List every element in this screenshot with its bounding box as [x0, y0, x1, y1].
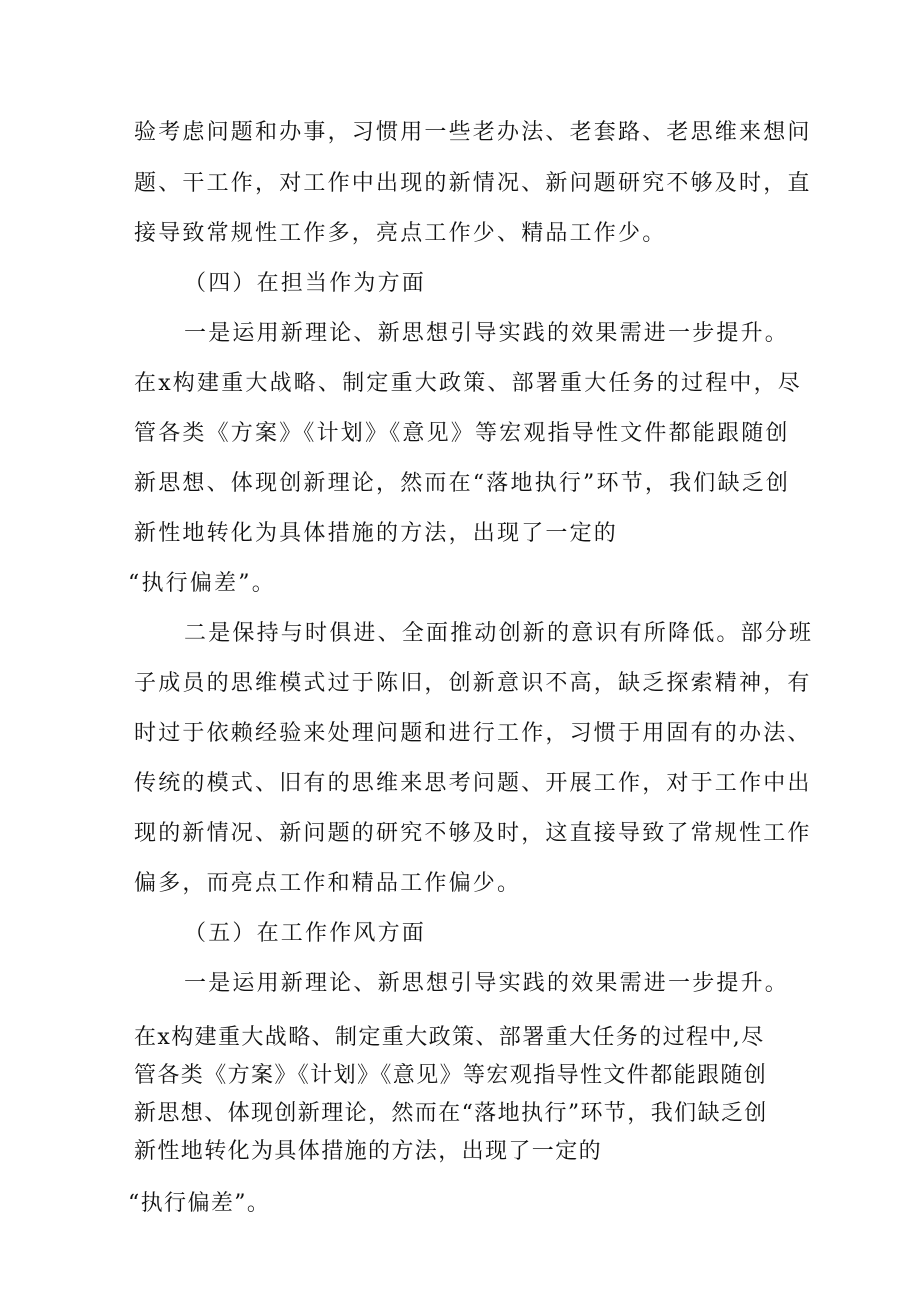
body-text-line: 传统的模式、旧有的思维来思考问题、开展工作，对于工作中出 — [134, 771, 812, 796]
section-heading-four: （四）在担当作为方面 — [184, 271, 427, 296]
body-text-line: 管各类《方案》《计划》《意见》等宏观指导性文件都能跟随创 — [134, 1063, 768, 1088]
body-text-line: “执行偏差”。 — [128, 1191, 271, 1216]
section-heading-five: （五）在工作作风方面 — [184, 921, 427, 946]
body-text-line: 在x构建重大战略、制定重大政策、部署重大任务的过程中，尽 — [134, 371, 803, 396]
body-text-line: “执行偏差”。 — [128, 571, 276, 596]
body-text-line: 接导致常规性工作多，亮点工作少、精品工作少。 — [134, 221, 667, 246]
body-text-line: 时过于依赖经验来处理问题和进行工作，习惯于用固有的办法、 — [134, 721, 812, 746]
paragraph-first-line: 一是运用新理论、新思想引导实践的效果需进一步提升。 — [184, 321, 790, 346]
body-text-line: 子成员的思维模式过于陈旧，创新意识不高，缺乏探索精神，有 — [134, 671, 812, 696]
paragraph-first-line: 一是运用新理论、新思想引导实践的效果需进一步提升。 — [184, 971, 790, 996]
paragraph-first-line: 二是保持与时俱进、全面推动创新的意识有所降低。部分班 — [184, 621, 814, 646]
body-text-line: 新思想、体现创新理论，然而在“落地执行”环节，我们缺乏创 — [134, 1101, 768, 1126]
body-text-line: 新思想、体现创新理论，然而在“落地执行”环节，我们缺乏创 — [134, 471, 791, 496]
body-text-line: 新性地转化为具体措施的方法，出现了一定的 — [134, 1139, 603, 1164]
body-text-line: 偏多，而亮点工作和精品工作偏少。 — [134, 871, 522, 896]
body-text-line: 题、干工作，对工作中出现的新情况、新问题研究不够及时，直 — [134, 171, 812, 196]
body-text-line: 验考虑问题和办事，习惯用一些老办法、老套路、老思维来想问 — [134, 120, 812, 145]
body-text-line: 现的新情况、新问题的研究不够及时，这直接导致了常规性工作 — [134, 821, 812, 846]
body-text-line: 新性地转化为具体措施的方法，出现了一定的 — [134, 521, 619, 546]
body-text-line: 在x构建重大战略、制定重大政策、部署重大任务的过程中,尽 — [134, 1025, 765, 1050]
body-text-line: 管各类《方案》《计划》《意见》等宏观指导性文件都能跟随创 — [134, 421, 790, 446]
